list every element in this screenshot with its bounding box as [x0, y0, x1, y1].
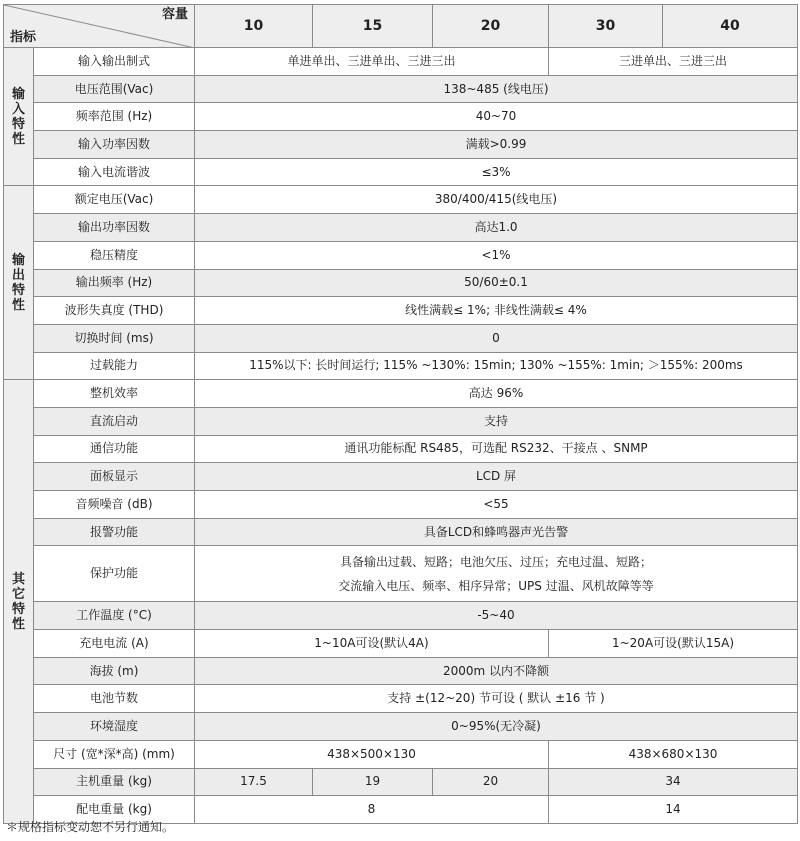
table-row	[4, 324, 798, 352]
param-label: 输入电流谐波	[34, 158, 195, 186]
capacity-30: 30	[549, 5, 663, 48]
table-row	[4, 297, 798, 325]
capacity-15: 15	[313, 5, 433, 48]
param-label: 整机效率	[34, 380, 195, 408]
table-row	[4, 546, 798, 602]
param-label: 输出频率 (Hz)	[34, 269, 195, 297]
footnote: ＊规格指标变动恕不另行通知。	[6, 820, 175, 834]
param-label: 电池节数	[34, 685, 195, 713]
value-line-2: 交流输入电压、频率、相序异常；UPS 过温、风机故障等等	[338, 578, 654, 593]
table-row	[4, 657, 798, 685]
table-row	[4, 352, 798, 380]
value-cell: 438×680×130	[549, 740, 798, 768]
value-cell: <1%	[195, 241, 798, 269]
value-cell: 具备LCD和蜂鸣器声光告警	[195, 518, 798, 546]
value-cell: 支持 ±(12~20) 节可设 ( 默认 ±16 节 )	[195, 685, 798, 713]
value-cell: ≤3%	[195, 158, 798, 186]
value-cell: 8	[195, 796, 549, 824]
value-cell: 2000m 以内不降额	[195, 657, 798, 685]
value-cell: 高达 96%	[195, 380, 798, 408]
value-cell: 0~95%(无冷凝)	[195, 713, 798, 741]
table-row	[4, 380, 798, 408]
table-row	[4, 630, 798, 658]
table-row	[4, 186, 798, 214]
table-row	[4, 214, 798, 242]
param-label: 过载能力	[34, 352, 195, 380]
table-row	[4, 463, 798, 491]
value-cell: 1~10A可设(默认4A)	[195, 630, 549, 658]
table-row	[4, 131, 798, 159]
value-cell: 单进单出、三进单出、三进三出	[195, 48, 549, 76]
value-cell: 线性满载≤ 1%; 非线性满载≤ 4%	[195, 297, 798, 325]
param-label: 环境湿度	[34, 713, 195, 741]
table-row	[4, 768, 798, 796]
value-cell: 438×500×130	[195, 740, 549, 768]
capacity-label: 容量	[161, 7, 188, 22]
table-row	[4, 407, 798, 435]
indicator-label: 指标	[10, 30, 37, 45]
value-cell: 40~70	[195, 103, 798, 131]
param-label: 配电重量 (kg)	[34, 796, 195, 824]
value-cell: -5~40	[195, 602, 798, 630]
param-label: 输入输出制式	[34, 48, 195, 76]
category-input: 输 入 特 性	[4, 48, 34, 186]
param-label: 尺寸 (宽*深*高) (mm)	[34, 740, 195, 768]
param-label: 充电电流 (A)	[34, 630, 195, 658]
table-row	[4, 713, 798, 741]
param-label: 报警功能	[34, 518, 195, 546]
value-line-1: 具备输出过载、短路；电池欠压、过压；充电过温、短路；	[339, 554, 652, 569]
param-label: 保护功能	[34, 546, 195, 602]
table-row	[4, 103, 798, 131]
table-row	[4, 518, 798, 546]
value-cell: 34	[549, 768, 798, 796]
value-cell: 14	[549, 796, 798, 824]
value-cell: 满载>0.99	[195, 131, 798, 159]
value-cell: 1~20A可设(默认15A)	[549, 630, 798, 658]
value-cell: 17.5	[195, 768, 313, 796]
value-cell: 19	[313, 768, 433, 796]
param-label: 电压范围(Vac)	[34, 75, 195, 103]
param-label: 额定电压(Vac)	[34, 186, 195, 214]
table-row	[4, 740, 798, 768]
param-label: 稳压精度	[34, 241, 195, 269]
param-label: 通信功能	[34, 435, 195, 463]
param-label: 直流启动	[34, 407, 195, 435]
value-cell: 高达1.0	[195, 214, 798, 242]
header-row	[4, 5, 798, 48]
spec-table	[3, 4, 798, 824]
value-cell: 0	[195, 324, 798, 352]
param-label: 工作温度 (°C)	[34, 602, 195, 630]
param-label: 波形失真度 (THD)	[34, 297, 195, 325]
param-label: 面板显示	[34, 463, 195, 491]
value-cell	[195, 546, 798, 602]
value-cell: 138~485 (线电压)	[195, 75, 798, 103]
param-label: 音频噪音 (dB)	[34, 491, 195, 519]
corner-cell	[4, 5, 195, 48]
table-row	[4, 75, 798, 103]
capacity-40: 40	[663, 5, 798, 48]
value-cell: 20	[433, 768, 549, 796]
value-cell: 三进单出、三进三出	[549, 48, 798, 76]
value-cell: LCD 屏	[195, 463, 798, 491]
table-row	[4, 685, 798, 713]
value-cell: <55	[195, 491, 798, 519]
table-row	[4, 241, 798, 269]
param-label: 海拔 (m)	[34, 657, 195, 685]
table-row	[4, 158, 798, 186]
table-row	[4, 491, 798, 519]
table-row	[4, 48, 798, 76]
category-other: 其 它 特 性	[4, 380, 34, 824]
value-cell: 通讯功能标配 RS485，可选配 RS232、干接点 、SNMP	[195, 435, 798, 463]
value-cell: 50/60±0.1	[195, 269, 798, 297]
param-label: 输入功率因数	[34, 131, 195, 159]
value-cell: 380/400/415(线电压)	[195, 186, 798, 214]
capacity-20: 20	[433, 5, 549, 48]
capacity-10: 10	[195, 5, 313, 48]
table-row	[4, 269, 798, 297]
table-row	[4, 435, 798, 463]
param-label: 主机重量 (kg)	[34, 768, 195, 796]
param-label: 输出功率因数	[34, 214, 195, 242]
value-cell: 支持	[195, 407, 798, 435]
table-row	[4, 602, 798, 630]
value-cell: 115%以下: 长时间运行; 115% ~130%: 15min; 130% ~155%: 1min; ＞155%: 200ms	[195, 352, 798, 380]
param-label: 频率范围 (Hz)	[34, 103, 195, 131]
category-output: 输 出 特 性	[4, 186, 34, 380]
param-label: 切换时间 (ms)	[34, 324, 195, 352]
